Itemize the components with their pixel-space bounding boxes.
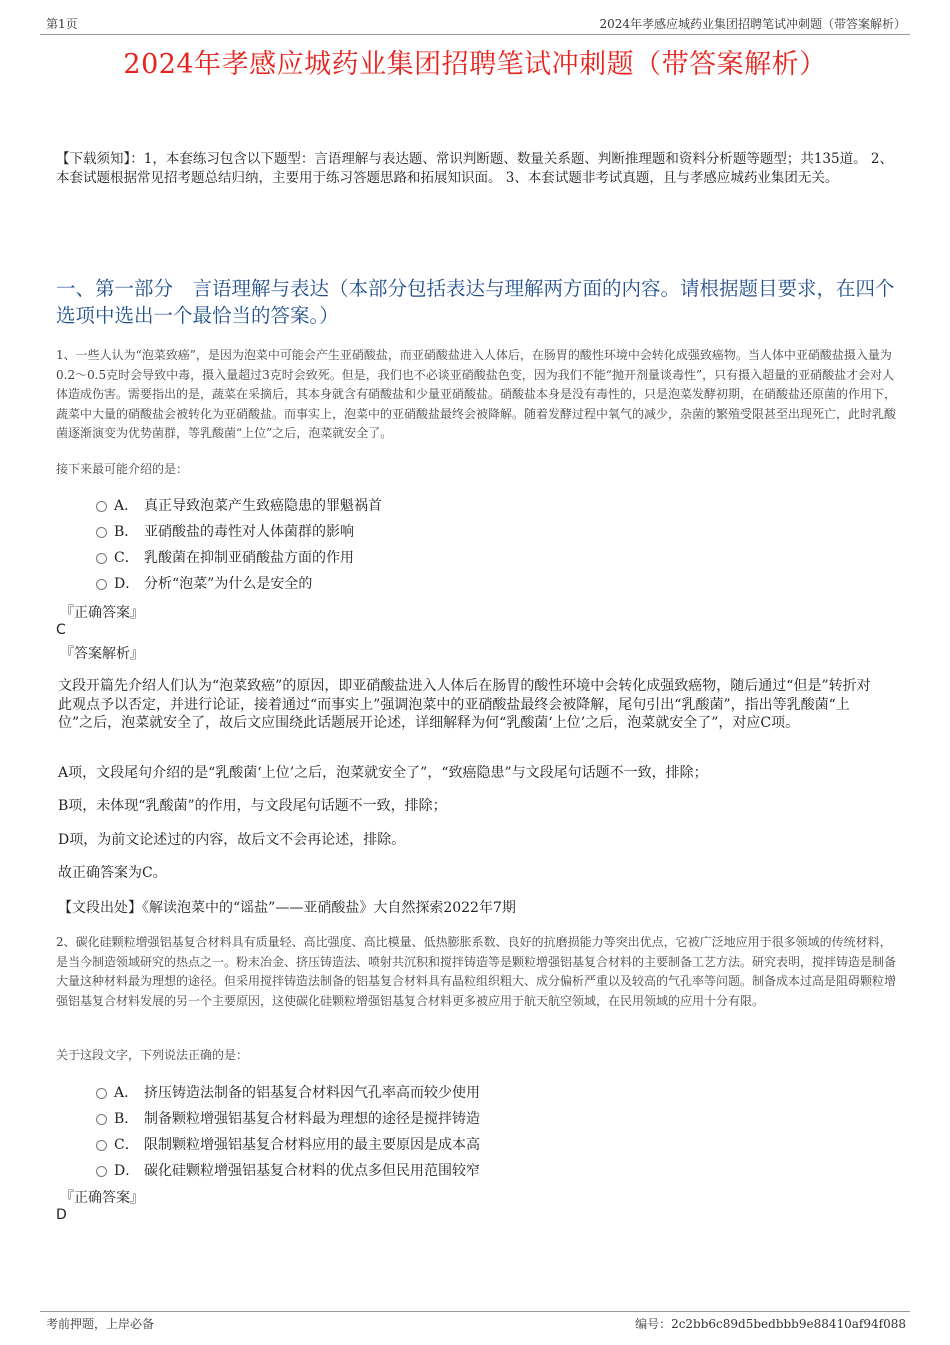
- correct-answer-label: 『正确答案』: [60, 605, 144, 621]
- option-text: 限制颗粒增强铝基复合材料应用的最主要原因是成本高: [144, 1137, 480, 1153]
- document-title: 2024年孝感应城药业集团招聘笔试冲刺题（带答案解析）: [123, 49, 827, 80]
- correct-answer: D: [56, 1207, 67, 1223]
- option-text: 碳化硅颗粒增强铝基复合材料的优点多但民用范围较窄: [144, 1163, 480, 1179]
- document-id: 编号：2c2bb6c89d5bedbbb9e88410af94f088: [635, 1317, 906, 1331]
- section-title: 一、第一部分 言语理解与表达（本部分包括表达与理解两方面的内容。请根据题目要求，在四个选项中选出一个最恰当的答案。）: [56, 277, 895, 327]
- radio-button[interactable]: [96, 579, 107, 590]
- option-a[interactable]: [96, 493, 856, 519]
- question-2-stem: 2、碳化硅颗粒增强铝基复合材料具有质量轻、高比强度、高比模量、低热膨胀系数、良好的抗磨损能力等突出优点，它被广泛地应用于很多领域的传统材料，是当今制造领域研究的热点之一。粉末冶金、挤压铸造法、喷射共沉积和搅拌铸造等是颗粒增强铝基复合材料的主要制备工艺方法。研究表明，搅拌铸造是制备大量这种材料最为理想的途径。但采用搅拌铸造法制备的铝基复合材料具有晶粒组织粗大、成分偏析严重以及较高的气孔率等问题。制备成本过高是阻碍颗粒增强铝基复合材料发展的另一个主要原因，这使碳化硅颗粒增强铝基复合材料更多被应用于航天航空领域，在民用领域的应用十分有限。: [56, 935, 897, 1008]
- option-letter: B．: [114, 1111, 139, 1127]
- analysis-paragraph: 文段开篇先介绍人们认为“泡菜致癌”的原因，即亚硝酸盐进入人体后在肠胃的酸性环境中会转化成强致癌物，随后通过“但是”转折对此观点予以否定，并进行论证，接着通过“而事实上”强调泡菜中的亚硝酸盐最终会被降解，尾句引出“乳酸菌”，指出等乳酸菌“上位”之后，泡菜就安全了，故后文应围绕此话题展开论述，详细解释为何“乳酸菌‘上位’之后，泡菜就安全了”，对应C项。: [58, 678, 871, 731]
- option-text: 亚硝酸盐的毒性对人体菌群的影响: [144, 524, 354, 540]
- page-header: [40, 14, 910, 35]
- page-number: 第1页: [46, 17, 78, 31]
- download-notice: 【下载须知】：1，本套练习包含以下题型：言语理解与表达题、常识判断题、数量关系题、判断推理题和资料分析题等题型；共135道。 2、本套试题根据常见招考题总结归纳，主要用于练习答题思路和拓展知识面。 3、本套试题非考试真题，且与孝感应城药业集团无关。: [56, 151, 893, 186]
- radio-button[interactable]: [96, 1166, 107, 1177]
- option-a[interactable]: [96, 1080, 856, 1106]
- radio-button[interactable]: [96, 1140, 107, 1151]
- analysis-label: 『答案解析』: [60, 646, 144, 662]
- option-letter: C．: [114, 550, 139, 566]
- question-1-options: [96, 493, 856, 597]
- radio-button[interactable]: [96, 553, 107, 564]
- running-title: 2024年孝感应城药业集团招聘笔试冲刺题（带答案解析）: [599, 17, 906, 31]
- footer-slogan: 考前押题，上岸必备: [46, 1317, 155, 1331]
- question-2-options: [96, 1080, 856, 1184]
- analysis-paragraph: A项，文段尾句介绍的是“乳酸菌‘上位’之后，泡菜就安全了”，“致癌隐患”与文段尾句话题不一致，排除；: [58, 765, 708, 781]
- option-text: 分析“泡菜”为什么是安全的: [144, 576, 313, 592]
- option-c[interactable]: [96, 1132, 856, 1158]
- option-d[interactable]: [96, 1158, 856, 1184]
- option-letter: B．: [114, 524, 139, 540]
- source-citation: 【文段出处】《解读泡菜中的“谣盐”——亚硝酸盐》大自然探索2022年7期: [58, 900, 516, 916]
- option-text: 真正导致泡菜产生致癌隐患的罪魁祸首: [144, 498, 382, 514]
- option-text: 乳酸菌在抑制亚硝酸盐方面的作用: [144, 550, 354, 566]
- correct-answer-label: 『正确答案』: [60, 1190, 144, 1206]
- correct-answer: C: [56, 622, 66, 638]
- radio-button[interactable]: [96, 1114, 107, 1125]
- option-d[interactable]: [96, 571, 856, 597]
- option-letter: D．: [114, 576, 140, 592]
- option-letter: A．: [114, 498, 139, 514]
- option-text: 制备颗粒增强铝基复合材料最为理想的途径是搅拌铸造: [144, 1111, 480, 1127]
- analysis-paragraph: 故正确答案为C。: [58, 865, 167, 881]
- option-c[interactable]: [96, 545, 856, 571]
- analysis-paragraph: B项，未体现“乳酸菌”的作用，与文段尾句话题不一致，排除；: [58, 798, 447, 814]
- question-1-stem: 1、一些人认为“泡菜致癌”，是因为泡菜中可能会产生亚硝酸盐，而亚硝酸盐进入人体后，在肠胃的酸性环境中会转化成强致癌物。当人体中亚硝酸盐摄入量为0.2～0.5克时会导致中毒，摄入量超过3克时会致死。但是，我们也不必谈亚硝酸盐色变，因为我们不能“抛开剂量谈毒性”，只有摄入超量的亚硝酸盐才会对人体造成伤害。需要指出的是，蔬菜在采摘后，其本身就含有硝酸盐和少量亚硝酸盐。硝酸盐本身是没有毒性的，只是泡菜发酵初期，在硝酸盐还原菌的作用下，蔬菜中大量的硝酸盐会被转化为亚硝酸盐。而事实上，泡菜中的亚硝酸盐最终会被降解。随着发酵过程中氧气的减少，杂菌的繁殖受限甚至出现死亡，此时乳酸菌逐渐演变为优势菌群，等乳酸菌“上位”之后，泡菜就安全了。: [56, 348, 897, 440]
- option-letter: C．: [114, 1137, 139, 1153]
- analysis-paragraph: D项，为前文论述过的内容，故后文不会再论述，排除。: [58, 832, 406, 848]
- page-footer: [40, 1311, 910, 1332]
- option-b[interactable]: [96, 519, 856, 545]
- option-letter: A．: [114, 1085, 139, 1101]
- radio-button[interactable]: [96, 527, 107, 538]
- option-text: 挤压铸造法制备的铝基复合材料因气孔率高而较少使用: [144, 1085, 480, 1101]
- option-letter: D．: [114, 1163, 140, 1179]
- option-b[interactable]: [96, 1106, 856, 1132]
- radio-button[interactable]: [96, 1088, 107, 1099]
- question-2-prompt: 关于这段文字，下列说法正确的是：: [56, 1048, 249, 1062]
- radio-button[interactable]: [96, 501, 107, 512]
- question-1-prompt: 接下来最可能介绍的是：: [56, 462, 189, 476]
